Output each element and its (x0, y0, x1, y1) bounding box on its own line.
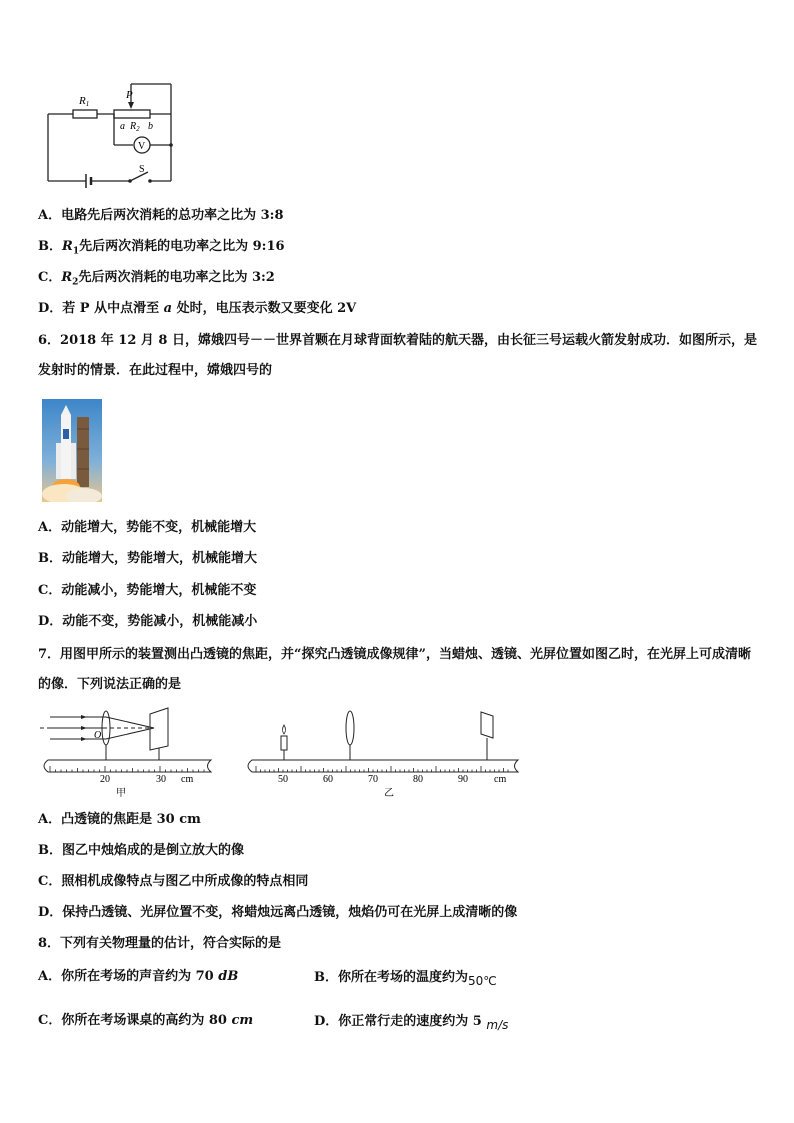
unit-label: cm (181, 774, 194, 785)
q8-option-a: A．你所在考场的声音约为 70 dB (38, 969, 239, 984)
figure-caption-jia: 甲 (116, 788, 126, 798)
q8-option-b: B．你所在考场的温度约为50℃ (314, 970, 497, 988)
tick-label-70: 70 (368, 774, 378, 785)
lens-center-label: O (94, 730, 102, 741)
r2-label: $R_2$ (130, 121, 140, 133)
voltmeter-label: V (138, 141, 146, 152)
tick-label-60: 60 (323, 774, 333, 785)
p-label: P (126, 89, 133, 101)
circuit-diagram (38, 78, 188, 190)
q6-stem: 6．2018 年 12 月 8 日，嫦娥四号－－世界首颗在月球背面软着陆的航天器，由长征三号运载火箭发射成功．如图所示，是发射时的情景．在此过程中，嫦娥四号的 (38, 333, 757, 378)
r1-label: R1 (79, 95, 90, 108)
q6-option-a: A．动能增大，势能不变，机械能增大 (38, 520, 257, 535)
q6-option-d: D．动能不变，势能减小，机械能减小 (38, 614, 258, 629)
tick-label-20: 20 (100, 774, 110, 785)
tick-label-50: 50 (278, 774, 288, 785)
figure-caption-yi: 乙 (384, 788, 394, 798)
switch-label: S (139, 164, 145, 175)
q7-option-b: B．图乙中烛焰成的是倒立放大的像 (38, 843, 244, 858)
q5-option-a: A．电路先后两次消耗的总功率之比为 3:8 (38, 208, 284, 223)
tick-label-30: 30 (156, 774, 166, 785)
a-label: a (120, 121, 125, 132)
figure-jia (36, 706, 216, 798)
q5-option-b: B．$R_1$先后两次消耗的电功率之比为 9:16 (38, 239, 285, 257)
q6-option-b: B．动能增大，势能增大，机械能增大 (38, 551, 257, 566)
q7-option-a: A．凸透镜的焦距是 30 cm (38, 812, 201, 827)
q7-option-c: C．照相机成像特点与图乙中所成像的特点相同 (38, 874, 309, 889)
q8-option-c: C．你所在考场课桌的高约为 80 cm (38, 1013, 254, 1028)
q5-option-c: C．$R_2$先后两次消耗的电功率之比为 3:2 (38, 270, 275, 288)
unit-label: cm (494, 774, 507, 785)
figure-yi (240, 706, 530, 798)
q8-stem: 8．下列有关物理量的估计，符合实际的是 (38, 936, 282, 951)
tick-label-90: 90 (458, 774, 468, 785)
q8-option-d: D．你正常行走的速度约为 5 m/s (314, 1014, 509, 1032)
q5-option-d: D．若 P 从中点滑至 a 处时，电压表示数又要变化 2V (38, 301, 357, 316)
tick-label-80: 80 (413, 774, 423, 785)
rocket-launch-image (42, 399, 102, 502)
q7-stem: 7．用图甲所示的装置测出凸透镜的焦距，并“探究凸透镜成像规律”，当蜡烛、透镜、光屏位置如图乙时，在光屏上可成清晰的像．下列说法正确的是 (38, 647, 752, 692)
q7-option-d: D．保持凸透镜、光屏位置不变，将蜡烛远离凸透镜，烛焰仍可在光屏上成清晰的像 (38, 905, 518, 920)
q6-option-c: C．动能减小，势能增大，机械能不变 (38, 583, 257, 598)
b-label: b (148, 121, 153, 132)
